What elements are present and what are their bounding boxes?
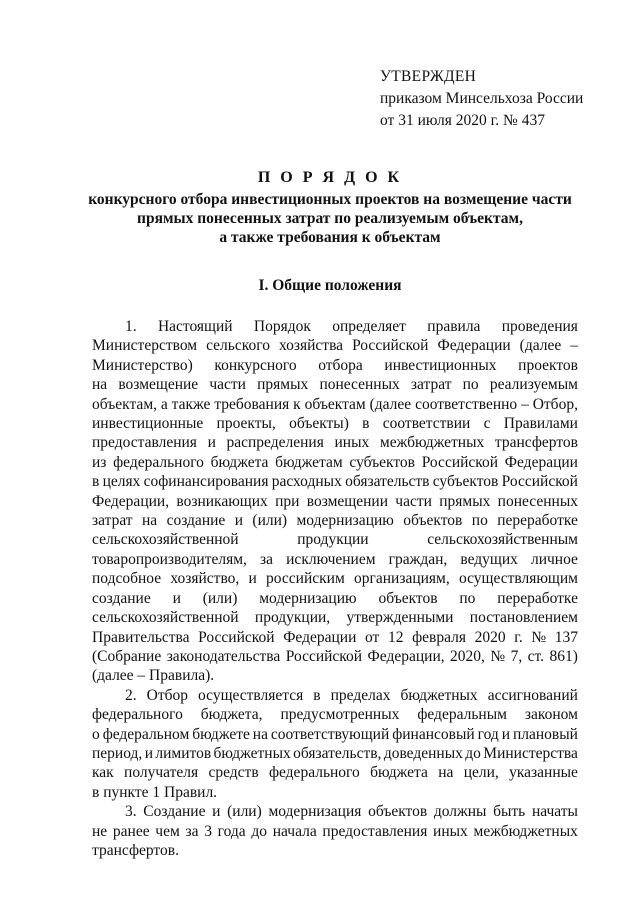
word: хозяйство,: [170, 570, 240, 588]
word: федерального: [268, 764, 360, 782]
word: проекты,: [216, 415, 276, 433]
word: целях: [102, 473, 141, 491]
word: 7,: [510, 647, 523, 665]
text-line: [92, 628, 578, 647]
word: иных: [334, 434, 370, 452]
word: начала: [272, 822, 317, 840]
word: бюджета,: [200, 706, 263, 724]
text-line: [92, 569, 578, 588]
word: и: [207, 434, 216, 452]
word: №: [490, 647, 506, 665]
word: не: [92, 822, 108, 840]
word: как: [92, 764, 114, 782]
word: обязательств: [345, 473, 430, 491]
text-line: [92, 550, 578, 569]
word: федерального: [92, 706, 183, 724]
word: реализуемым: [489, 376, 578, 394]
text-line: [92, 686, 578, 705]
word: Правилами: [503, 415, 578, 433]
word: финансовый: [392, 725, 475, 743]
word: осуществляющим: [458, 570, 578, 588]
word: осуществляется: [198, 686, 304, 704]
word: конкурсного: [214, 356, 297, 374]
text-line: [92, 433, 578, 452]
word: части: [395, 492, 432, 510]
word: на: [141, 512, 158, 530]
word: утвержденными: [346, 609, 454, 627]
word: (далее: [519, 337, 562, 355]
text-line: [92, 395, 578, 414]
word: иных: [433, 822, 468, 840]
word: части: [209, 376, 246, 394]
word: соответствующий: [270, 725, 390, 743]
word: переработке: [497, 589, 578, 607]
text-line: [92, 705, 578, 724]
paragraph-2: [92, 686, 578, 802]
word: создание: [92, 589, 151, 607]
word: Федерации,: [92, 492, 170, 510]
word: бюджете: [192, 725, 250, 743]
word: продукции: [297, 531, 369, 549]
text-line: [92, 589, 578, 608]
word: предусмотренных: [280, 706, 400, 724]
text-line: [92, 317, 578, 336]
word: хозяйства: [278, 337, 344, 355]
approval-title: УТВЕРЖДЕН: [380, 68, 477, 85]
word: субъектов: [432, 473, 499, 491]
word: товаропроизводителям,: [92, 550, 247, 568]
word: (Собрание: [92, 647, 162, 665]
word: должны: [433, 803, 487, 821]
word: и: [144, 744, 153, 762]
word: создание: [166, 512, 226, 530]
approval-order: приказом Минсельхоза России: [380, 90, 584, 107]
word: правила: [427, 318, 481, 335]
word: по: [462, 376, 479, 394]
word: плановый: [512, 725, 578, 743]
word: подсобное: [92, 570, 162, 588]
text-line-last: (далее – Правила).: [92, 667, 215, 685]
word: прямых: [439, 492, 491, 510]
word: бюджета: [210, 453, 269, 471]
word: Российской: [198, 628, 275, 646]
word: 3: [204, 822, 212, 840]
word: 3.: [125, 803, 137, 821]
section-title: I. Общие положения: [258, 277, 402, 294]
word: пределах: [330, 686, 391, 704]
word: –: [570, 337, 578, 355]
word: и: [172, 589, 181, 607]
word: бюджетных: [213, 744, 291, 762]
word: бюджетам: [275, 453, 343, 471]
word: Министерство): [92, 356, 193, 374]
word: по: [471, 512, 488, 530]
word: указанные: [509, 764, 578, 782]
word: и: [501, 725, 510, 743]
word: получателя: [124, 764, 199, 782]
word: (или): [252, 512, 288, 530]
text-line: [92, 647, 578, 666]
word: предоставления: [92, 434, 197, 452]
word: требования: [214, 395, 290, 413]
word: возмещении: [306, 492, 388, 510]
document-subtitle-line: конкурсного отбора инвестиционных проектов на возмещение части: [88, 191, 572, 208]
word: начаты: [531, 803, 578, 821]
text-line: [92, 530, 578, 549]
word: возникающих: [176, 492, 268, 510]
word: продукции,: [254, 609, 331, 627]
word: проектов: [518, 356, 578, 374]
word: прямых: [257, 376, 309, 394]
word: в: [362, 415, 370, 433]
word: федеральным: [417, 706, 507, 724]
word: года: [217, 822, 246, 840]
word: российским: [266, 570, 345, 588]
word: чем: [155, 822, 180, 840]
word: при: [275, 492, 300, 510]
word: инвестиционных: [384, 356, 497, 374]
word: быть: [493, 803, 526, 821]
word: Федерации: [283, 628, 357, 646]
word: и: [234, 512, 243, 530]
word: –: [521, 395, 529, 413]
word: межбюджетных: [473, 822, 578, 840]
text-line: [92, 336, 578, 355]
word: 1.: [125, 318, 137, 335]
word: Отбор,: [532, 395, 578, 413]
word: и: [248, 570, 257, 588]
word: (далее: [369, 395, 412, 413]
word: с: [483, 415, 491, 433]
text-line: [92, 472, 578, 491]
word: обязательств,: [293, 744, 382, 762]
document-heading: [60, 168, 600, 247]
word: Федерации,: [367, 647, 445, 665]
word: сельскохозяйственным: [427, 531, 578, 549]
word: от: [365, 628, 380, 646]
word: законодательства: [166, 647, 281, 665]
document-title: П О Р Я Д О К: [257, 169, 403, 186]
word: на: [252, 725, 268, 743]
word: субъектов: [349, 453, 415, 471]
document-body: [92, 317, 578, 860]
word: 2020,: [450, 647, 485, 665]
word: средств: [208, 764, 259, 782]
text-line: [92, 453, 578, 472]
word: на: [438, 764, 454, 782]
word: законом: [524, 706, 578, 724]
word: модернизацию: [259, 589, 357, 607]
word: затрат: [410, 376, 452, 394]
word: объектов: [368, 803, 428, 821]
word: 137: [554, 628, 578, 646]
word: трансфертов: [494, 434, 578, 452]
word: год: [477, 725, 499, 743]
word: февраля: [412, 628, 466, 646]
word: в: [92, 473, 100, 491]
word: Российской: [501, 473, 578, 491]
word: 861): [549, 647, 578, 665]
word: федерального: [113, 453, 204, 471]
word: предоставления: [322, 822, 428, 840]
word: до: [251, 822, 268, 840]
approval-block: [380, 66, 583, 132]
text-line: [92, 414, 578, 433]
word: на: [92, 376, 108, 394]
approval-date: от 31 июля 2020 г. № 437: [380, 112, 545, 129]
word: также: [171, 395, 211, 413]
word: определяет: [332, 318, 406, 335]
word: постановлением: [469, 609, 578, 627]
word: за: [260, 550, 274, 568]
word: граждан,: [388, 550, 448, 568]
word: Министерством: [92, 337, 198, 355]
word: Создание: [143, 803, 206, 821]
word: распределения: [226, 434, 324, 452]
text-line-last: в пункте 1 Правил.: [92, 783, 218, 801]
word: Настоящий: [157, 318, 233, 335]
text-line: [92, 763, 578, 782]
word: Российской: [285, 647, 363, 665]
paragraph-1: [92, 317, 578, 686]
text-line: [92, 375, 578, 394]
text-line: [92, 802, 578, 821]
word: лимитов: [155, 744, 212, 762]
word: сельскохозяйственной: [92, 609, 239, 627]
word: переработке: [497, 512, 578, 530]
text-line: [92, 744, 578, 763]
word: соответственно: [415, 395, 518, 413]
word: объектам: [304, 395, 366, 413]
word: проведения: [501, 318, 578, 335]
word: межбюджетных: [379, 434, 485, 452]
word: о: [92, 725, 100, 743]
word: модернизацию: [296, 512, 394, 530]
text-line-last: трансфертов.: [92, 841, 179, 859]
word: расходных: [271, 473, 342, 491]
word: Федерации: [437, 337, 511, 355]
word: период,: [92, 744, 143, 762]
word: соответствии: [382, 415, 471, 433]
word: возмещение: [118, 376, 199, 394]
word: бюджетных: [400, 686, 478, 704]
document-subtitle-line: а также требования к объектам: [219, 229, 441, 246]
word: объектов: [378, 589, 438, 607]
word: объекты): [289, 415, 349, 433]
word: в: [313, 686, 321, 704]
word: Российской: [352, 337, 429, 355]
word: Министерства: [483, 744, 578, 762]
word: ассигнований: [487, 686, 578, 704]
document-subtitle-line: прямых понесенных затрат по реализуемым объектам,: [137, 210, 523, 227]
word: личное: [530, 550, 578, 568]
word: 2.: [125, 686, 137, 704]
text-line: [92, 608, 578, 627]
word: г.: [514, 628, 523, 646]
text-line: [92, 511, 578, 530]
word: отбора: [318, 356, 363, 374]
text-line: [92, 492, 578, 511]
word: ведущих: [460, 550, 518, 568]
word: до: [465, 744, 481, 762]
word: за: [185, 822, 199, 840]
word: сельского: [206, 337, 270, 355]
word: софинансирования: [143, 473, 269, 491]
word: Правительства: [92, 628, 190, 646]
word: Российской: [421, 453, 499, 471]
word: по: [459, 589, 476, 607]
paragraph-3: [92, 802, 578, 860]
word: Порядок: [253, 318, 311, 335]
word: ст.: [527, 647, 545, 665]
word: (или): [227, 803, 262, 821]
word: понесенных: [497, 492, 578, 510]
word: сельскохозяйственной: [92, 531, 239, 549]
word: затрат: [92, 512, 133, 530]
word: Отбор: [146, 686, 188, 704]
word: доведенных: [383, 744, 463, 762]
word: 2020: [474, 628, 506, 646]
word: понесенных: [319, 376, 400, 394]
word: бюджета: [370, 764, 428, 782]
text-line: [92, 356, 578, 375]
word: ранее: [112, 822, 150, 840]
word: федеральном: [102, 725, 190, 743]
word: и: [212, 803, 221, 821]
word: (или): [202, 589, 238, 607]
word: организациям,: [354, 570, 450, 588]
word: Федерации: [504, 453, 578, 471]
word: модернизация: [268, 803, 362, 821]
word: инвестиционные: [92, 415, 204, 433]
word: а: [160, 395, 168, 413]
word: 12: [387, 628, 404, 646]
text-line: [92, 822, 578, 841]
word: объектов: [403, 512, 463, 530]
word: исключением: [286, 550, 376, 568]
word: к: [293, 395, 301, 413]
word: №: [531, 628, 547, 646]
word: цели,: [463, 764, 499, 782]
word: объектам,: [92, 395, 157, 413]
word: из: [92, 453, 107, 471]
text-line: [92, 725, 578, 744]
